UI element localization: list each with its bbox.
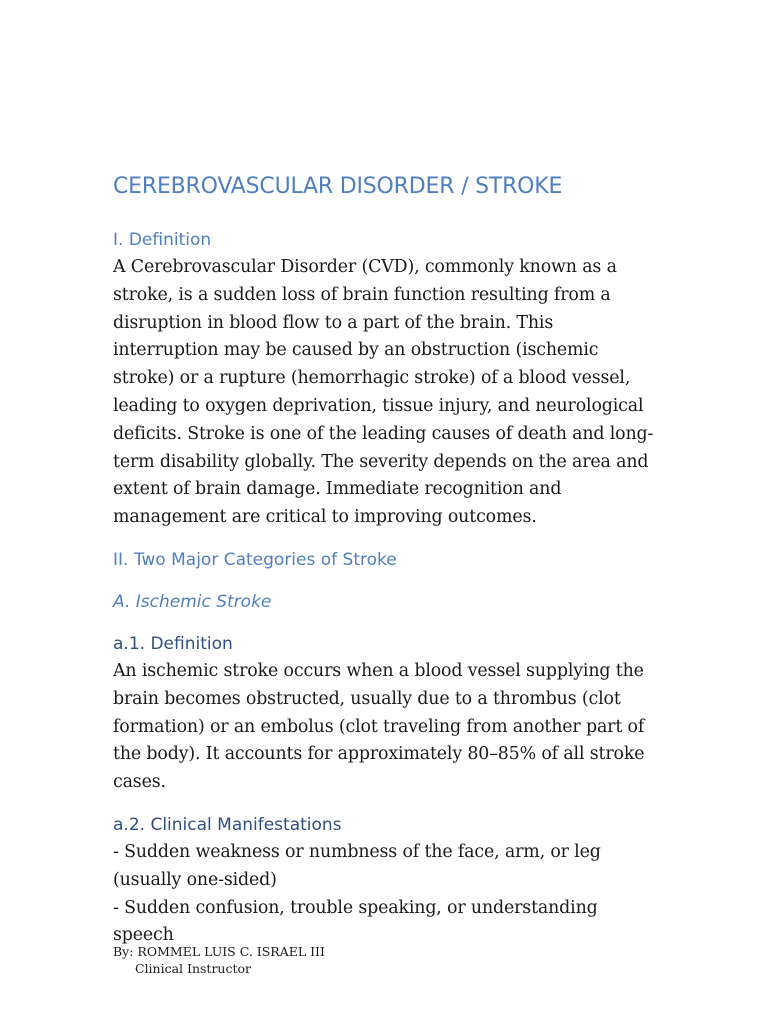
definition-heading: I. Definition: [113, 230, 212, 250]
a1-definition-heading: a.1. Definition: [113, 633, 233, 654]
document-title: CEREBROVASCULAR DISORDER / STROKE: [113, 174, 563, 199]
footer-role: Clinical Instructor: [135, 961, 252, 976]
a2-manifestations-heading: a.2. Clinical Manifestations: [113, 814, 342, 835]
footer-author: By: ROMMEL LUIS C. ISRAEL III: [113, 944, 325, 959]
categories-heading: II. Two Major Categories of Stroke: [113, 549, 397, 570]
a1-definition-paragraph: An ischemic stroke occurs when a blood vessel supplying the brain becomes obstructed, usually due to a thrombus (clot formation) or an embolus (clot traveling from another part of the body). It accounts for approximately 80–85% of all stroke cases.: [113, 660, 645, 793]
ischemic-stroke-heading: A. Ischemic Stroke: [113, 591, 272, 612]
document-content: [113, 168, 658, 950]
definition-paragraph: A Cerebrovascular Disorder (CVD), commonly known as a stroke, is a sudden loss of brain function resulting from a disruption in blood flow to a part of the brain. This interruption may be caused by an obstruction (ischemic stroke) or a rupture (hemorrhagic stroke) of a blood vessel, leading to oxygen deprivation, tissue injury, and neurological deficits. Stroke is one of the leading causes of death and long-term disability globally. The severity depends on the area and extent of brain damage. Immediate recognition and management are critical to improving outcomes.: [113, 257, 654, 528]
page-footer: [113, 943, 325, 977]
a2-list-item: - Sudden weakness or numbness of the face, arm, or leg (usually one-sided): [113, 841, 601, 890]
a2-list-item: - Sudden confusion, trouble speaking, or understanding speech: [113, 897, 598, 946]
